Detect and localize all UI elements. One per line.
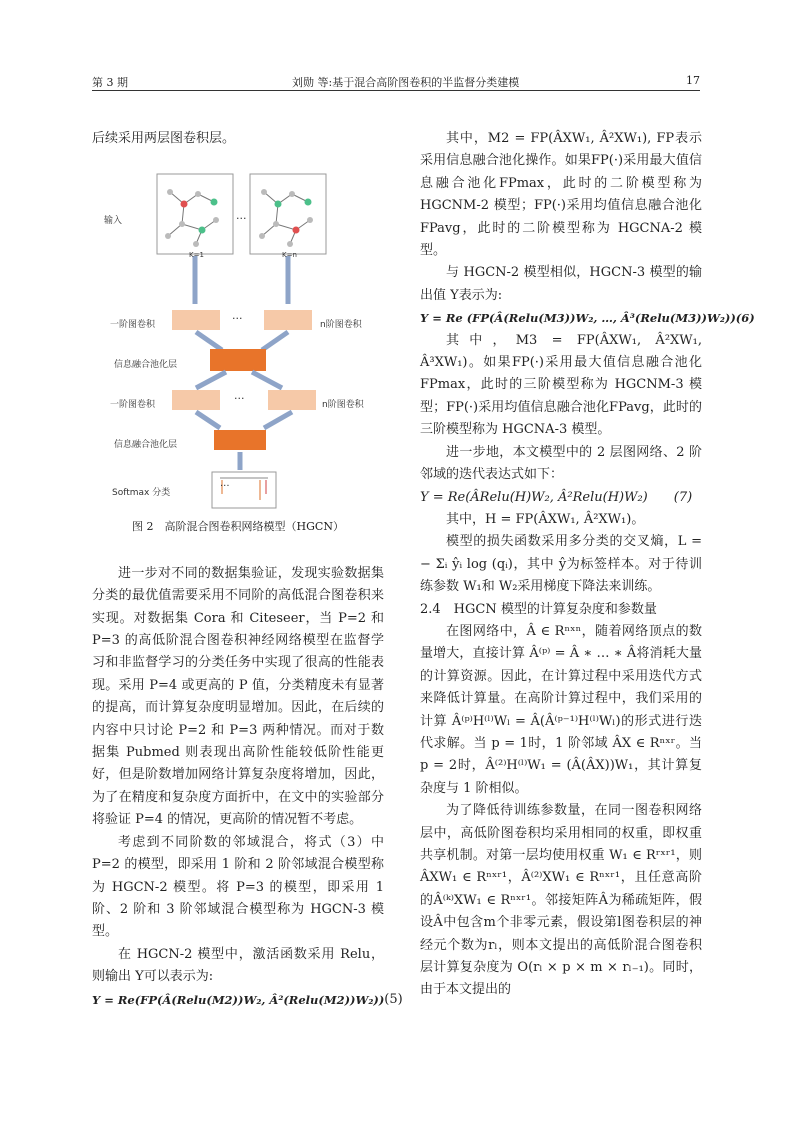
intro-text: 后续采用两层图卷积层。: [92, 131, 236, 146]
equation-5-row: [92, 989, 403, 1011]
paragraph-iteration-intro: 进一步地，本文模型中的 2 层图网络、2 阶邻域的迭代表达式如下：: [420, 444, 702, 483]
label-fusion1: 信息融合池化层: [114, 360, 178, 371]
paragraph-hgcn2-definition: 考虑到不同阶数的邻域混合，将式（3）中 P=2 的模型，即采用 1 阶和 2 阶邻域混合模型称为 HGCN-2 模型。将 P=3 的模型，即采用 1 阶、2 阶和 3 阶邻域混合模型称为 HGCN-3 模型。: [92, 834, 384, 940]
equation-7: Y = Re(ÂRelu(H)W₂, Â²Relu(H)W₂) (7): [420, 489, 693, 505]
label-k1: K=1: [189, 251, 204, 260]
ellipsis-layer1: ···: [232, 312, 243, 326]
label-kn: K=n: [282, 251, 297, 260]
fusion1-box: [210, 349, 266, 371]
paragraph-h-definition: 其中，H = FP(ÂXW₁, Â²XW₁)。: [446, 511, 645, 527]
equation-6: Y = Re (FP(Â(Relu(M3))W₂, …, Â³(Relu(M3))W₂))(6): [420, 311, 755, 326]
section-heading-2-4: 2.4 HGCN 模型的计算复杂度和参数量: [420, 601, 657, 617]
right-column: [420, 128, 755, 1002]
paragraph-dataset-validation: 进一步对不同的数据集验证，发现实验数据集分类的最优值需要采用不同阶的高低混合图卷积来实现。对数据集 Cora 和 Citeseer，当 P=2 和 P=3 的高低阶混合图卷积神经网络模型在监督学习和非监督学习的分类任务中实现了很高的性能表现。采用 P=4 或更高的 P 值，分类精度未有显著的提高，而计算复杂度明显增加。因此，在后续的内容中只讨论 P=2 和 P=3 两种情况。而对于数据集 Pubmed 则表现出高阶性能较低阶性能更好，但是阶数增加网络计算复杂度将增加，因此，为了在精度和复杂度方面折中，在文中的实验部分将验证 P=4 的情况，更高阶的情况暂不考虑。: [92, 565, 384, 828]
label-fusion2: 信息融合池化层: [114, 440, 178, 451]
running-header: [92, 72, 700, 91]
layer1-right-box: [264, 310, 312, 330]
label-input: 输入: [104, 216, 123, 227]
paragraph-hgcn3-output: 与 HGCN-2 模型相似，HGCN-3 模型的输出值 Y表示为:: [420, 265, 702, 303]
figure-caption: 图 2 高阶混合图卷积网络模型（HGCN）: [132, 520, 344, 534]
paragraph-loss-function: 模型的损失函数采用多分类的交叉熵，L = − Σᵢ ŷᵢ log (qᵢ)，其中 ŷ为标签样本。对于待训练参数 W₁和 W₂采用梯度下降法来训练。: [420, 534, 702, 595]
equation-5-number: (5): [384, 991, 403, 1007]
layer2-right-box: [268, 390, 316, 410]
label-softmax: Softmax 分类: [112, 488, 171, 499]
hgcn-figure: [92, 164, 384, 514]
label-layer2-left: 一阶图卷积: [110, 400, 156, 411]
label-layer2-right: n阶图卷积: [322, 400, 364, 411]
label-layer1-left: 一阶图卷积: [110, 320, 156, 331]
paragraph-complexity: 在图网络中，Â ∈ Rⁿˣⁿ，随着网络顶点的数量增大，直接计算 Â⁽ᵖ⁾ = Â ∗ … ∗ Â将消耗大量的计算资源。因此，在计算过程中采用迭代方式来降低计算量。在高阶计算过程中，我们采用的计算 Â⁽ᵖ⁾H⁽ˡ⁾Wₗ = Â(Â⁽ᵖ⁻¹⁾H⁽ˡ⁾Wₗ)的形式进行迭代求解。当 p = 1时，1 阶邻域 ÂX ∈ Rⁿˣʳ。当 p = 2时，Â⁽²⁾H⁽ˡ⁾W₁ = (Â(ÂX))W₁，其计算复杂度与 1 阶相似。: [420, 623, 702, 796]
page-number: 17: [686, 74, 700, 87]
paragraph-weight-sharing: 为了降低待训练参数量，在同一图卷积网络层中，高低阶图卷积均采用相同的权重，即权重共享机制。对第一层均使用权重 W₁ ∈ Rʳˣʳ¹，则ÂXW₁ ∈ Rⁿˣʳ¹，Â⁽²⁾XW₁ ∈ Rⁿˣʳ¹，且任意高阶的Â⁽ᵏ⁾XW₁ ∈ Rⁿˣʳ¹。邻接矩阵Â为稀疏矩阵，假设Â中包含m个非零元素，假设第l图卷积层的神经元个数为rₗ，则本文提出的高低阶混合图卷积层计算复杂度为 O(rₗ × p × m × rₗ₋₁)。同时，由于本文提出的: [420, 803, 702, 998]
ellipsis-graphs: ···: [236, 212, 247, 226]
layer2-left-box: [172, 390, 220, 410]
paragraph-m3-definition: 其中，M3 = FP(ÂXW₁, Â²XW₁, Â³XW₁)。如果FP(·)采用最大值信息融合池化FPmax，此时的三阶模型称为 HGCNM-3 模型；FP(·)采用均值信息融合池化FPavg，此时的三阶模型称为 HGCNA-3 模型。: [420, 332, 702, 438]
label-layer1-right: n阶图卷积: [320, 320, 362, 331]
ellipsis-softmax: ···: [220, 481, 230, 493]
fusion2-box: [214, 430, 266, 450]
paragraph-relu-output: 在 HGCN-2 模型中，激活函数采用 Relu，则输出 Y可以表示为:: [92, 946, 384, 985]
running-title: 刘勋 等:基于混合高阶图卷积的半监督分类建模: [292, 76, 520, 89]
equation-5: Y = Re(FP(Â(Relu(M2))W₂, Â²(Relu(M2))W₂)): [92, 992, 385, 1007]
paragraph-m2-definition: 其中，M2 = FP(ÂXW₁, Â²XW₁), FP表示采用信息融合池化操作。如果FP(·)采用最大值信息融合池化FPmax，此时的二阶模型称为 HGCNM-2 模型；FP(·)采用均值信息融合池化 FPavg，此时的二阶模型称为 HGCNA-2 模型。: [420, 131, 702, 259]
ellipsis-layer2: ···: [234, 392, 245, 406]
issue-number: 第 3 期: [92, 76, 128, 89]
left-column: [92, 128, 403, 1011]
layer1-left-box: [172, 310, 220, 330]
